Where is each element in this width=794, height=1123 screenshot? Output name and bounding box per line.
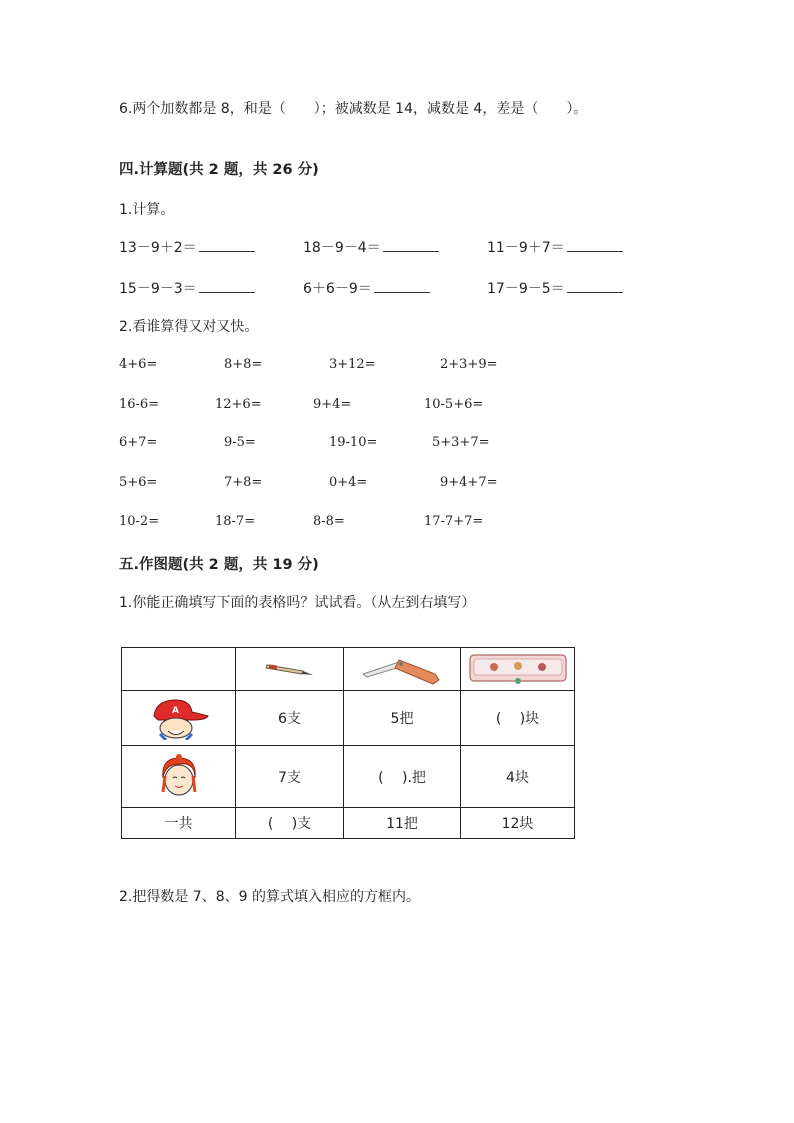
fill-table	[121, 647, 575, 839]
oral-item: 6+7=	[119, 435, 158, 450]
calc-item: 15－9－3＝	[119, 278, 255, 298]
girl-knife-cell[interactable]: ( ).把	[344, 746, 461, 808]
total-eraser-cell: 12块	[461, 808, 575, 839]
oral-item: 17-7+7=	[424, 514, 484, 529]
oral-item: 18-7=	[215, 514, 256, 529]
pen-icon	[263, 659, 317, 679]
question-5-1: 1.你能正确填写下面的表格吗？试试看。（从左到右填写）	[119, 595, 476, 611]
boy-eraser-cell[interactable]: ( )块	[461, 691, 575, 746]
oral-item: 8+8=	[224, 357, 263, 372]
oral-item: 5+6=	[119, 475, 158, 490]
answer-blank[interactable]	[383, 237, 439, 252]
question-4-1: 1.计算。	[119, 202, 175, 218]
oral-item: 12+6=	[215, 397, 262, 412]
total-knife-cell: 11把	[344, 808, 461, 839]
question-6: 6.两个加数都是 8，和是（ ）；被减数是 14，减数是 4，差是（ ）。	[119, 101, 588, 117]
girl-eraser-cell: 4块	[461, 746, 575, 808]
boy-avatar-icon	[146, 696, 212, 740]
oral-item: 9+4=	[313, 397, 352, 412]
pencil-case-icon	[468, 652, 568, 686]
corner-cell	[122, 648, 236, 691]
question-5-2: 2.把得数是 7、8、9 的算式填入相应的方框内。	[119, 889, 420, 905]
oral-item: 2+3+9=	[440, 357, 498, 372]
answer-blank[interactable]	[567, 278, 623, 293]
calc-item: 11－9＋7＝	[487, 237, 623, 257]
oral-item: 8-8=	[313, 514, 345, 529]
boy-cell	[122, 691, 236, 746]
answer-blank[interactable]	[567, 237, 623, 252]
oral-item: 7+8=	[224, 475, 263, 490]
question-4-2: 2.看谁算得又对又快。	[119, 319, 259, 335]
girl-cell	[122, 746, 236, 808]
oral-item: 0+4=	[329, 475, 368, 490]
oral-item: 4+6=	[119, 357, 158, 372]
folding-knife-icon	[359, 652, 445, 686]
oral-item: 19-10=	[329, 435, 378, 450]
oral-item: 16-6=	[119, 397, 160, 412]
girl-pen-cell: 7支	[236, 746, 344, 808]
oral-item: 9-5=	[224, 435, 256, 450]
header-eraser	[461, 648, 575, 691]
calc-item: 17－9－5＝	[487, 278, 623, 298]
oral-item: 10-5+6=	[424, 397, 484, 412]
answer-blank[interactable]	[199, 237, 255, 252]
section-4-heading: 四.计算题(共 2 题，共 26 分)	[119, 162, 319, 178]
calc-item: 13－9＋2＝	[119, 237, 255, 257]
oral-item: 10-2=	[119, 514, 160, 529]
header-knife	[344, 648, 461, 691]
answer-blank[interactable]	[374, 278, 430, 293]
calc-item: 18－9－4＝	[303, 237, 439, 257]
header-pen	[236, 648, 344, 691]
oral-item: 9+4+7=	[440, 475, 498, 490]
boy-pen-cell: 6支	[236, 691, 344, 746]
answer-blank[interactable]	[199, 278, 255, 293]
calc-item: 6＋6－9＝	[303, 278, 430, 298]
girl-avatar-icon	[157, 752, 201, 802]
oral-item: 3+12=	[329, 357, 376, 372]
total-pen-cell[interactable]: ( )支	[236, 808, 344, 839]
section-5-heading: 五.作图题(共 2 题，共 19 分)	[119, 557, 319, 573]
oral-item: 5+3+7=	[432, 435, 490, 450]
total-label-cell: 一共	[122, 808, 236, 839]
svg-text:A: A	[171, 706, 179, 716]
boy-knife-cell: 5把	[344, 691, 461, 746]
